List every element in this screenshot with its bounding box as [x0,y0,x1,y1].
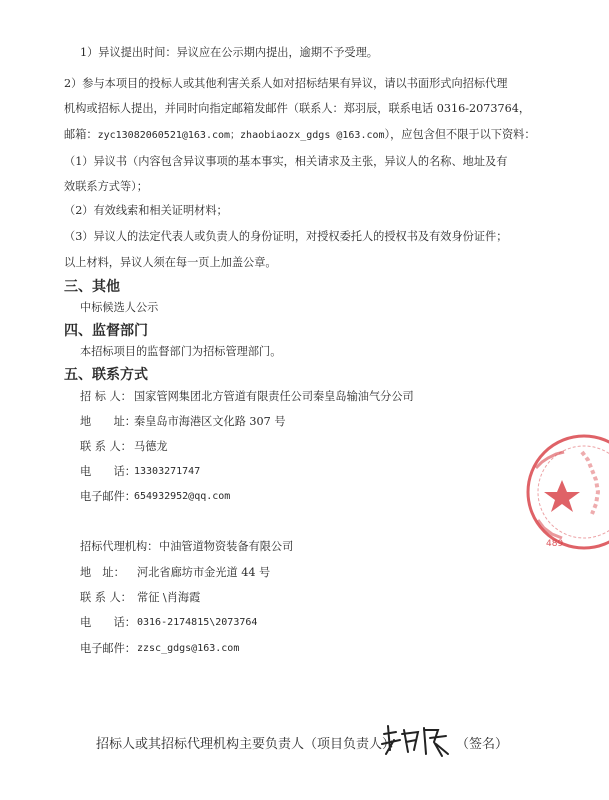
tenderer-name: 国家管网集团北方管道有限责任公司秦皇岛输油气分公司 [134,390,414,403]
stamp-digits: 489 [546,539,564,549]
section4-heading: 四、监督部门 [64,323,148,339]
item3-line2: 以上材料，异议人须在每一页上加盖公章。 [64,256,277,269]
tenderer-phone-label: 电 话： [80,465,136,478]
tenderer-name-label: 招 标 人： [80,390,132,403]
signature-label: 招标人或其招标代理机构主要负责人（项目负责人）： [96,737,402,752]
objection-para-line3 [64,128,536,143]
tenderer-contact: 马德龙 [134,440,168,453]
objection-time: 1）异议提出时间：异议应在公示期内提出，逾期不予受理。 [80,46,378,59]
item1-line2: 效联系方式等）； [64,180,148,193]
objection-para-line2: 机构或招标人提出，并同时向指定邮箱发邮件（联系人：郑羽辰，联系电话 0316-2073764， [64,102,531,115]
agency-email-label: 电子邮件： [80,642,136,655]
tenderer-email: 654932952@qq.com [134,491,231,502]
agency-address-label: 地 址： [80,566,125,579]
objection-emails: zyc13082060521@163.com；zhaobiaozx_gdgs @163.com [97,130,385,141]
agency-address: 河北省廊坊市金光道 44 号 [137,566,271,579]
tenderer-address: 秦皇岛市海港区文化路 307 号 [134,415,286,428]
item3-line1: （3）异议人的法定代表人或负责人的身份证明，对授权委托人的授权书及有效身份证件； [64,230,508,243]
agency-email: zzsc_gdgs@163.com [137,643,240,654]
email-label: 邮箱： [64,128,98,141]
section3-heading: 三、其他 [64,279,120,295]
section4-body: 本招标项目的监督部门为招标管理部门。 [80,345,282,358]
agency-contact-label: 联 系 人： [80,591,132,604]
tenderer-phone: 13303271747 [134,466,201,477]
tenderer-address-label: 地 址： [80,415,136,428]
agency-phone-label: 电 话： [80,616,136,629]
agency-name: 中油管道物资装备有限公司 [159,540,294,553]
agency-name-label: 招标代理机构： [80,540,159,553]
item1-line1: （1）异议书（内容包含异议事项的基本事实，相关请求及主张，异议人的名称、地址及有 [64,155,508,168]
section5-heading: 五、联系方式 [64,367,148,383]
objection-materials-intro: ），应包含但不限于以下资料： [384,128,536,141]
official-seal-stamp [522,428,609,556]
section3-body: 中标候选人公示 [80,301,159,314]
item2: （2）有效线索和相关证明材料； [64,204,228,217]
agency-phone: 0316-2174815\2073764 [137,617,258,628]
tenderer-email-label: 电子邮件： [80,490,136,503]
tenderer-contact-label: 联 系 人： [80,440,132,453]
objection-para-line1: 2）参与本项目的投标人或其他利害关系人如对招标结果有异议，请以书面形式向招标代理 [64,77,508,90]
handwritten-signature [378,720,456,762]
agency-contact: 常征 \肖海霞 [137,591,201,604]
signature-suffix: （签名） [456,737,509,752]
